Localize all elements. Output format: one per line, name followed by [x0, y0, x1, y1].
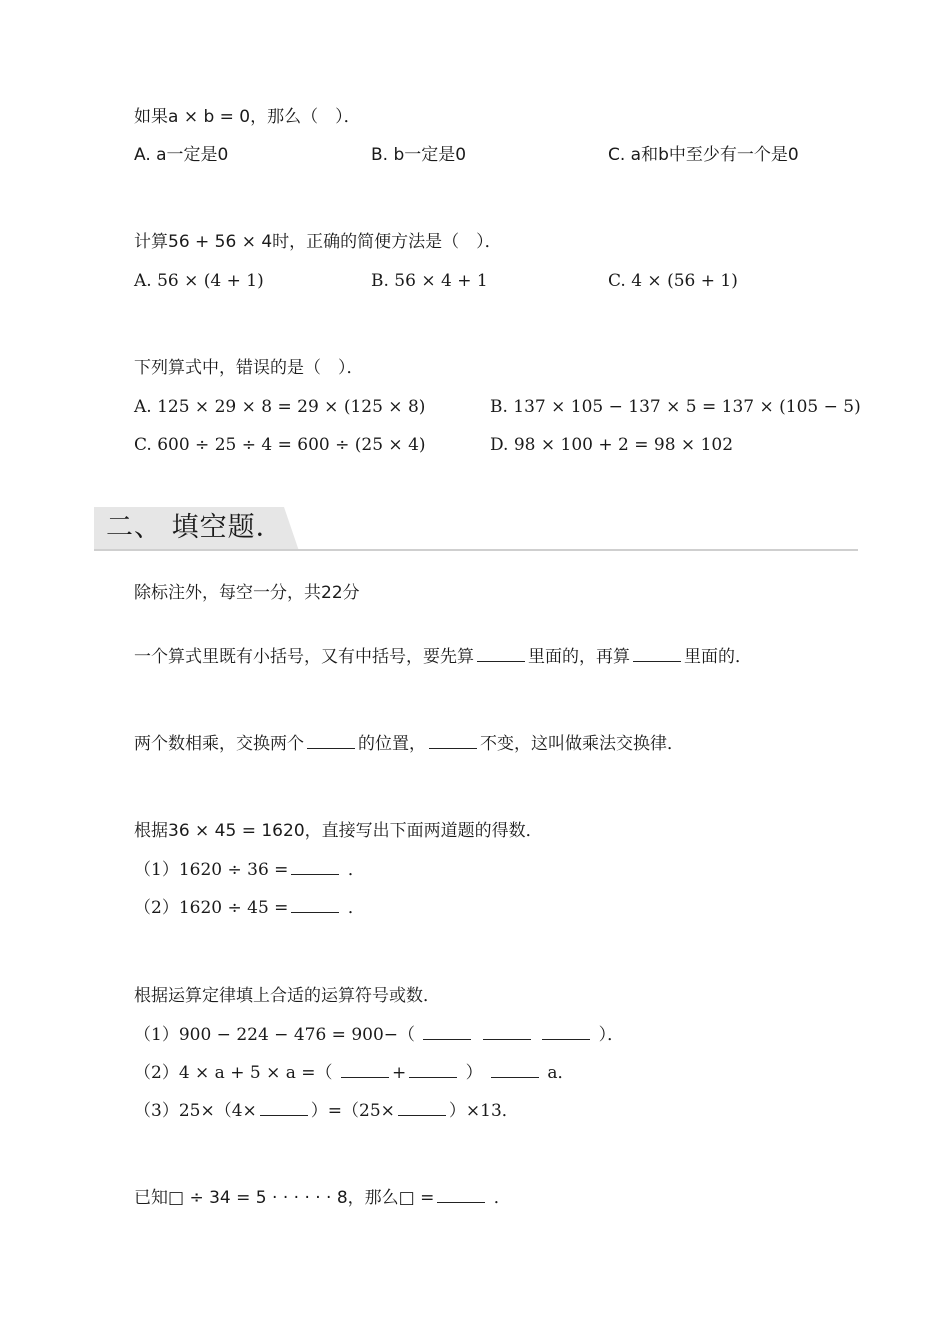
- answer-blank[interactable]: [341, 1063, 389, 1078]
- answer-blank[interactable]: [477, 647, 525, 662]
- answer-blank[interactable]: [491, 1063, 539, 1078]
- fill-question-4-part-2: [134, 1062, 575, 1084]
- answer-blank[interactable]: [483, 1025, 531, 1040]
- fill-question-4-stem: 根据运算定律填上合适的运算符号或数．: [134, 986, 440, 1006]
- text: ）: [465, 1063, 483, 1083]
- answer-blank[interactable]: [307, 734, 355, 749]
- question-stem: 如果a × b = 0，那么（ ）．: [134, 107, 361, 127]
- option-c[interactable]: C. 600 ÷ 25 ÷ 4 = 600 ÷ (25 × 4): [134, 435, 426, 455]
- option-d[interactable]: D. 98 × 100 + 2 = 98 × 102: [490, 435, 734, 455]
- text: （3）25×（4×: [134, 1101, 257, 1121]
- text: 两个数相乘，交换两个: [134, 734, 304, 754]
- fill-question-2: [134, 733, 684, 755]
- option-a[interactable]: A. a一定是0: [134, 145, 229, 165]
- answer-blank[interactable]: [542, 1025, 590, 1040]
- fill-question-3-stem: 根据36 × 45 = 1620，直接写出下面两道题的得数．: [134, 821, 543, 841]
- question-stem: 下列算式中，错误的是（ ）．: [134, 358, 364, 378]
- answer-blank[interactable]: [398, 1101, 446, 1116]
- text: 里面的．: [684, 647, 752, 667]
- answer-blank[interactable]: [409, 1063, 457, 1078]
- text: 不变，这叫做乘法交换律．: [480, 734, 684, 754]
- text: 的位置，: [358, 734, 426, 754]
- text: 已知□ ÷ 34 = 5 · · · · · · 8，那么□ =: [134, 1188, 435, 1208]
- text: 里面的，再算: [528, 647, 630, 667]
- option-c[interactable]: C. a和b中至少有一个是0: [608, 145, 799, 165]
- text: ．: [347, 898, 365, 918]
- text: （2）4 × a + 5 × a =（: [134, 1063, 333, 1083]
- option-b[interactable]: B. 137 × 105 − 137 × 5 = 137 × (105 − 5): [490, 397, 861, 417]
- answer-blank[interactable]: [291, 860, 339, 875]
- text: ）=（25×: [310, 1101, 395, 1121]
- section-title: 二、 填空题．: [106, 512, 284, 543]
- answer-blank[interactable]: [423, 1025, 471, 1040]
- text: a．: [547, 1063, 575, 1083]
- answer-blank[interactable]: [437, 1188, 485, 1203]
- text: +: [391, 1063, 407, 1083]
- text: ．: [493, 1188, 511, 1208]
- fill-question-4-part-3: [134, 1100, 519, 1122]
- text: （1）1620 ÷ 36 =: [134, 860, 289, 880]
- answer-blank[interactable]: [260, 1101, 308, 1116]
- option-b[interactable]: B. 56 × 4 + 1: [371, 271, 488, 291]
- fill-question-4-part-1: [134, 1024, 624, 1046]
- option-a[interactable]: A. 125 × 29 × 8 = 29 × (125 × 8): [134, 397, 426, 417]
- option-c[interactable]: C. 4 × (56 + 1): [608, 271, 738, 291]
- answer-blank[interactable]: [633, 647, 681, 662]
- text: （2）1620 ÷ 45 =: [134, 898, 289, 918]
- option-b[interactable]: B. b一定是0: [371, 145, 467, 165]
- text: （1）900 − 224 − 476 = 900−（: [134, 1025, 416, 1045]
- fill-question-1: [134, 646, 752, 668]
- fill-question-3-part-2: [134, 897, 365, 919]
- section-divider: [94, 549, 858, 551]
- text: ．: [347, 860, 365, 880]
- text: ）．: [598, 1025, 625, 1045]
- answer-blank[interactable]: [429, 734, 477, 749]
- option-a[interactable]: A. 56 × (4 + 1): [134, 271, 264, 291]
- section-note: 除标注外，每空一分，共22分: [134, 583, 360, 603]
- text: ）×13．: [448, 1101, 519, 1121]
- fill-question-3-part-1: [134, 859, 365, 881]
- question-stem: 计算56 + 56 × 4时，正确的简便方法是（ ）．: [134, 232, 502, 252]
- fill-question-5: [134, 1187, 511, 1209]
- text: 一个算式里既有小括号，又有中括号，要先算: [134, 647, 474, 667]
- answer-blank[interactable]: [291, 898, 339, 913]
